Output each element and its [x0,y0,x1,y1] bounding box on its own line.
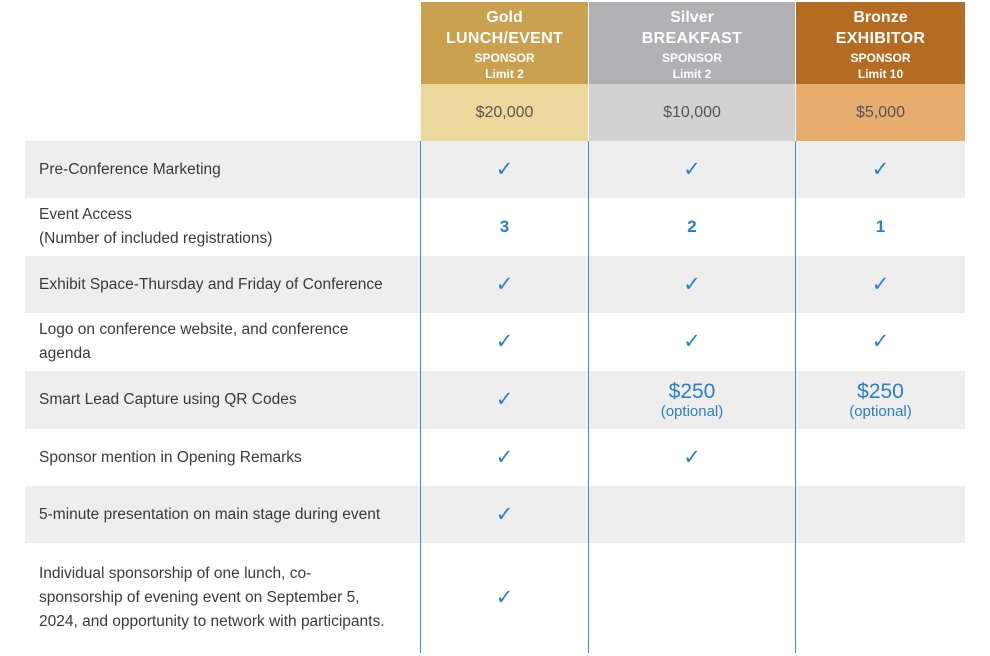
row-label: 5-minute presentation on main stage during event [39,505,381,523]
silver-tier-type: BREAKFAST [641,30,743,47]
check-icon: ✓ [871,330,890,353]
bronze-tier-name: Bronze [853,9,908,26]
check-icon: ✓ [495,445,514,469]
column-divider [588,141,589,653]
bronze-tier-sponsor: SPONSOR [850,51,911,65]
check-icon: ✓ [683,272,701,296]
gold-tier-sponsor: SPONSOR [474,51,535,65]
check-icon: ✓ [495,388,514,411]
column-divider [795,141,796,653]
gold-tier-header [421,2,588,84]
table-row [25,141,965,198]
check-icon: ✓ [683,330,701,353]
check-icon: ✓ [495,330,514,353]
row-label: Sponsor mention in Opening Remarks [39,448,302,466]
table-row [25,543,965,653]
silver-registrations-count: 2 [687,217,697,236]
row-label: Smart Lead Capture using QR Codes [39,391,297,408]
column-divider [420,141,421,653]
check-icon: ✓ [495,586,514,609]
table-row [25,256,965,313]
bronze-tier-type: EXHIBITOR [835,30,926,47]
row-label [39,198,399,256]
check-icon: ✓ [495,157,514,181]
table-row [25,198,965,256]
check-icon: ✓ [683,157,701,181]
check-icon: ✓ [495,502,514,526]
silver-tier-header [589,2,795,84]
table-row [25,313,965,371]
check-icon: ✓ [495,272,514,296]
gold-tier-name: Gold [486,9,523,26]
silver-tier-sponsor: SPONSOR [661,51,722,65]
silver-qr-optional: (optional) [660,402,724,420]
row-label-title: Event Access [39,206,133,223]
bronze-tier-limit: Limit 10 [857,67,904,81]
row-label-note: (Number of included registrations) [39,230,273,247]
row-label: Logo on conference website, and conference agenda [39,321,349,362]
silver-tier-price: $10,000 [589,84,795,141]
gold-registrations-count: 3 [499,217,510,236]
gold-tier-limit: Limit 2 [485,67,524,81]
bronze-tier-header [796,2,965,84]
check-icon: ✓ [871,272,890,296]
silver-qr-price: $250 [668,379,716,403]
check-icon: ✓ [871,157,890,181]
check-icon: ✓ [683,445,701,469]
silver-tier-name: Silver [670,9,714,26]
bronze-tier-price: $5,000 [796,84,965,141]
bronze-qr-optional: (optional) [849,402,912,420]
silver-tier-limit: Limit 2 [672,67,712,81]
table-row [25,371,965,429]
table-row [25,429,965,486]
table-row [25,486,965,543]
row-label: Pre-Conference Marketing [39,160,221,178]
gold-tier-type: LUNCH/EVENT [445,30,564,47]
bronze-registrations-count: 1 [875,217,886,236]
gold-tier-price: $20,000 [421,84,588,141]
row-label: Exhibit Space-Thursday and Friday of Conference [39,275,383,293]
bronze-qr-price: $250 [857,379,904,403]
row-label: Individual sponsorship of one lunch, co-sponsorship of evening event on September 5, 2024, and opportunity to network with participants. [39,565,385,630]
